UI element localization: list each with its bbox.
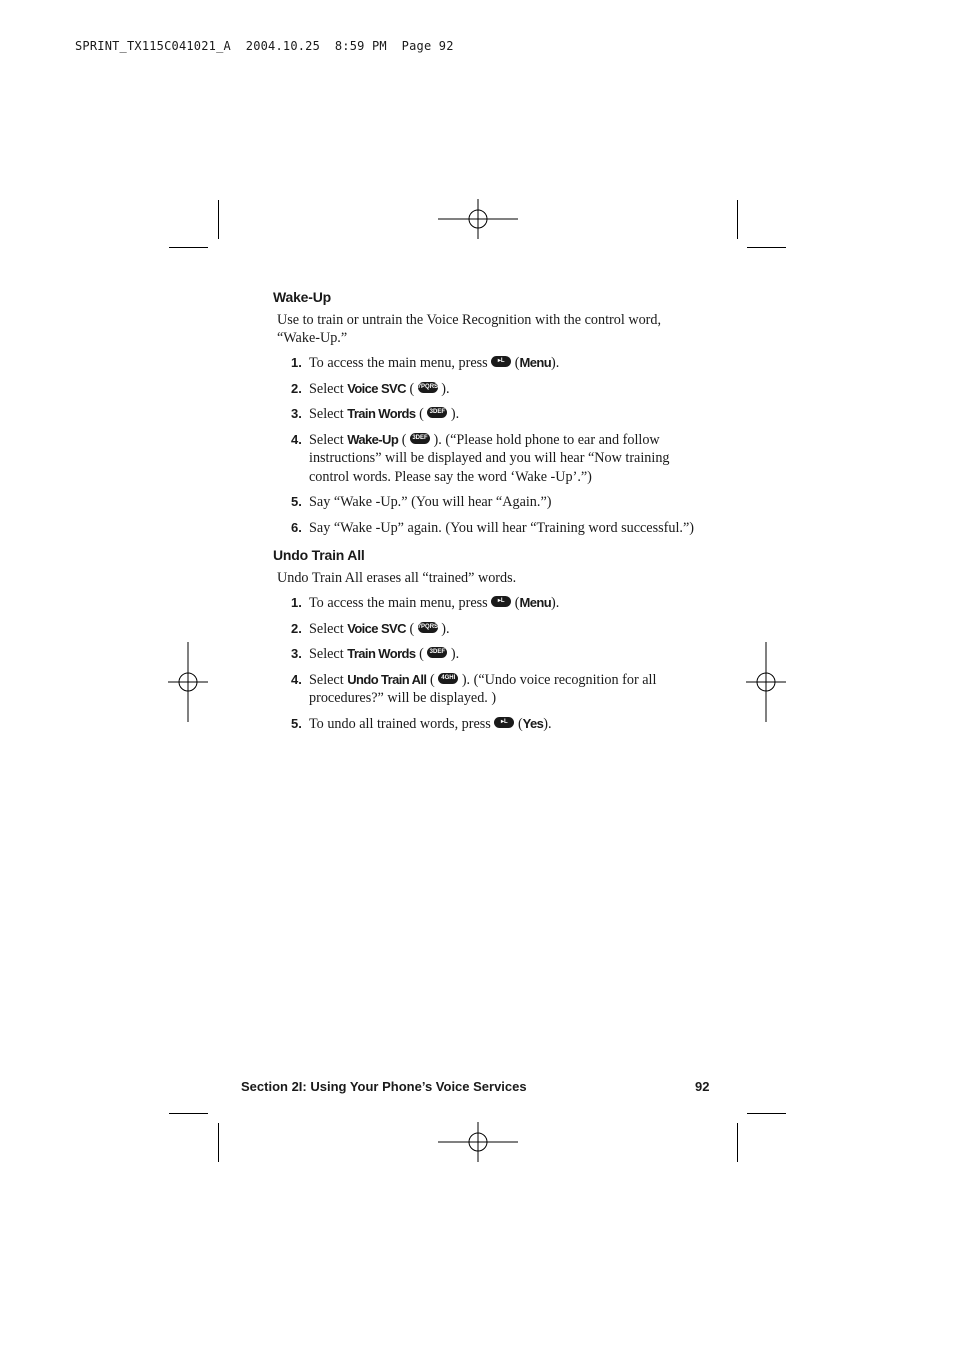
registration-mark-icon — [746, 642, 786, 722]
section-title-wake-up: Wake-Up — [273, 289, 331, 305]
step-text: ). — [551, 595, 560, 611]
step-number: 1. — [291, 355, 302, 370]
step-text: ). — [437, 380, 450, 397]
step-number: 6. — [291, 519, 302, 535]
registration-mark-icon — [168, 642, 208, 722]
step-text: ). — [447, 646, 460, 662]
list-item: 3. Select Train Words ( 3DEF ). — [291, 646, 460, 662]
step-number: 2. — [291, 620, 302, 636]
page-content — [273, 289, 703, 740]
step-number: 3. — [291, 406, 302, 421]
number-key-icon: 7PQRS — [418, 622, 438, 633]
page-number: 92 — [695, 1079, 710, 1094]
step-text: ). (“Please hold phone to ear and follow instructions” will be displayed and you will hear “Now training control words. Please say the word ‘Wake -Up’.”) — [309, 431, 670, 485]
step-text: Say “Wake -Up.” (You will hear “Again.”) — [309, 494, 552, 510]
step-text: ). — [543, 715, 552, 732]
step-text: ). — [447, 406, 460, 422]
list-item: 1. To access the main menu, press ▸L (Menu). — [291, 595, 560, 611]
crop-mark — [218, 200, 219, 239]
command-label: Voice SVC — [347, 620, 406, 636]
crop-mark — [737, 1123, 738, 1162]
step-number: 2. — [291, 380, 302, 396]
steps-list-undo-train-all — [273, 594, 703, 733]
section-intro: Undo Train All erases all “trained” words. — [277, 570, 517, 586]
list-item: 2. Select Voice SVC ( 7PQRS ). — [291, 620, 450, 637]
command-label: Yes — [522, 715, 544, 731]
step-text: Select — [309, 431, 348, 448]
crop-mark — [218, 1123, 219, 1162]
step-text: To access the main menu, press — [309, 355, 492, 371]
section-intro: Use to train or untrain the Voice Recognition with the control word, “Wake-Up.” — [277, 312, 662, 346]
list-item: 5. To undo all trained words, press ▸L (Yes). — [291, 715, 552, 732]
step-text: Say “Wake -Up” again. (You will hear “Training word successful.”) — [309, 519, 694, 536]
step-number: 4. — [291, 431, 302, 447]
left-softkey-icon: ▸L — [494, 717, 514, 728]
step-number: 1. — [291, 595, 302, 610]
list-item: 4. Select Wake-Up ( 3DEF ). (“Please hold phone to ear and follow instructions” will be displayed and you will hear “Now training control words. Please say the word ‘Wake -Up’.”) — [291, 431, 670, 485]
registration-mark-icon — [438, 1122, 518, 1162]
step-text: ). (“Undo voice recognition for all procedures?” will be displayed. ) — [309, 671, 657, 706]
command-label: Train Words — [347, 646, 416, 661]
list-item: 1. To access the main menu, press ▸L (Menu). — [291, 355, 560, 371]
step-text: Select — [309, 671, 348, 688]
command-label: Voice SVC — [347, 380, 406, 396]
command-label: Menu — [519, 355, 552, 370]
step-number: 5. — [291, 715, 302, 731]
left-softkey-icon: ▸L — [491, 356, 511, 367]
number-key-icon: 3DEF — [410, 433, 430, 444]
command-label: Undo Train All — [347, 671, 427, 687]
registration-mark-icon — [438, 199, 518, 239]
crop-mark — [737, 200, 738, 239]
step-text: ). — [437, 620, 450, 637]
step-text: To access the main menu, press — [309, 595, 492, 611]
number-key-icon: 4GHI — [438, 673, 458, 684]
crop-mark — [169, 1113, 208, 1114]
step-text: ). — [551, 355, 560, 371]
crop-mark — [747, 247, 786, 248]
step-text: Select — [309, 620, 348, 637]
list-item: 3. Select Train Words ( 3DEF ). — [291, 406, 460, 422]
number-key-icon: 3DEF — [427, 647, 447, 658]
step-text: Select — [309, 646, 348, 662]
step-text: Select — [309, 380, 348, 397]
list-item: 4. Select Undo Train All ( 4GHI ). (“Undo voice recognition for all procedures?” will be displayed. ) — [291, 671, 657, 706]
number-key-icon: 3DEF — [427, 407, 447, 418]
crop-mark — [169, 247, 208, 248]
list-item — [273, 493, 703, 512]
section-title-undo-train-all: Undo Train All — [273, 547, 365, 563]
step-number: 4. — [291, 671, 302, 687]
list-item — [273, 519, 703, 538]
step-text: To undo all trained words, press — [309, 715, 495, 732]
steps-list-wake-up — [273, 354, 703, 537]
left-softkey-icon: ▸L — [491, 596, 511, 607]
list-item: 2. Select Voice SVC ( 7PQRS ). — [291, 380, 450, 397]
footer-section-title: Section 2I: Using Your Phone’s Voice Services — [241, 1079, 527, 1094]
command-label: Menu — [519, 595, 552, 610]
print-slug: SPRINT_TX115C041021_A 2004.10.25 8:59 PM Page 92 — [75, 39, 454, 53]
number-key-icon: 7PQRS — [418, 382, 438, 393]
step-text: Select — [309, 406, 348, 422]
command-label: Wake-Up — [347, 431, 399, 447]
command-label: Train Words — [347, 406, 416, 421]
step-number: 3. — [291, 646, 302, 661]
step-number: 5. — [291, 494, 302, 509]
crop-mark — [747, 1113, 786, 1114]
